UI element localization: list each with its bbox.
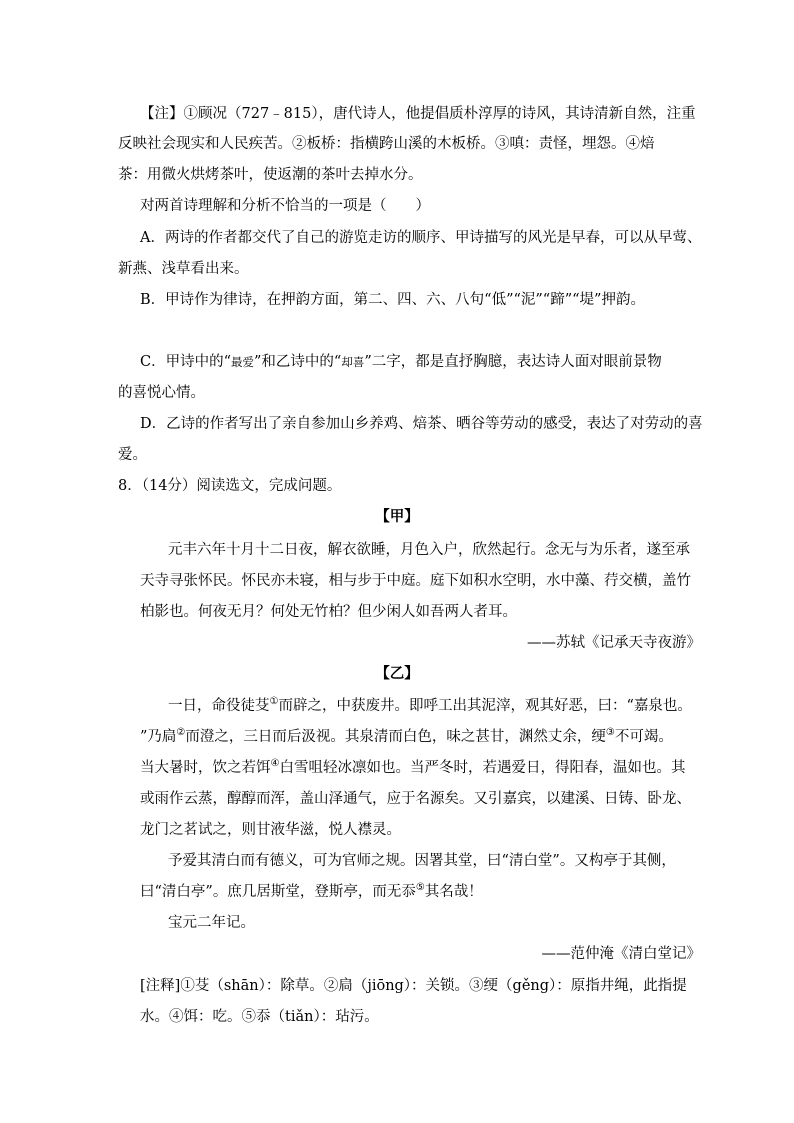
footnote-marker-1: ① bbox=[269, 696, 279, 708]
passage-yi-line-8: 宝元二年记。 bbox=[168, 915, 255, 931]
passage-yi-text: 当大暑时，饮之若饵 bbox=[140, 760, 271, 776]
passage-yi-text: 而辟之，中获废井。即呼工出其泥滓，观其好恶，曰：“嘉泉也。 bbox=[278, 698, 692, 714]
footnote-marker-5: ⑤ bbox=[415, 882, 425, 894]
question-7-stem: 对两首诗理解和分析不恰当的一项是（ ） bbox=[140, 198, 430, 214]
annotation-line-1: [注释]①芟（shān）：除草。②扃（jiōng）：关锁。③绠（gěng）：原指井绳，此指提 bbox=[140, 978, 687, 994]
footnote-marker-4: ④ bbox=[270, 758, 280, 770]
annotation-line-2: 水。④饵：吃。⑤忝（tiǎn）：玷污。 bbox=[140, 1009, 379, 1025]
passage-yi-line-6: 予爱其清白而有德义，可为官师之规。因署其堂，曰“清白堂”。又构亭于其侧， bbox=[168, 853, 676, 869]
option-d-line-2: 爱。 bbox=[118, 447, 147, 463]
option-d-line-1: D．乙诗的作者写出了亲自参加山乡养鸡、焙茶、晒谷等劳动的感受，表达了对劳动的喜 bbox=[140, 416, 703, 432]
passage-yi-text: 其名哉！ bbox=[424, 884, 483, 900]
note-line-2: 反映社会现实和人民疾苦。②板桥：指横跨山溪的木板桥。③嗔：责怪，埋怨。④焙 bbox=[118, 136, 655, 152]
passage-yi-line-5: 龙门之茗试之，则甘液华滋，悦人襟灵。 bbox=[140, 822, 401, 838]
passage-yi-text: 一日，命役徒芟 bbox=[168, 698, 270, 714]
option-c-quote-2: 却喜 bbox=[341, 355, 365, 369]
passage-yi-text: 而澄之，三日而后汲视。其泉清而白色，味之甚甘，渊然丈余，绠 bbox=[185, 729, 606, 745]
note-line-3: 茶：用微火烘烤茶叶，使返潮的茶叶去掉水分。 bbox=[118, 167, 423, 183]
option-c-text-1: C．甲诗中的“ bbox=[140, 354, 232, 370]
passage-jia-source: ——苏轼《记承天寺夜游》 bbox=[527, 635, 701, 651]
option-a-line-2: 新燕、浅草看出来。 bbox=[118, 261, 249, 277]
passage-yi-line-2 bbox=[140, 727, 673, 747]
passage-yi-text: 不可竭。 bbox=[614, 729, 673, 745]
passage-jia-line-2: 天寺寻张怀民。怀民亦未寝，相与步于中庭。庭下如积水空明，水中藻、荇交横，盖竹 bbox=[140, 573, 691, 589]
passage-yi-line-1 bbox=[168, 696, 692, 716]
option-c-line-1 bbox=[140, 352, 662, 372]
footnote-marker-3: ③ bbox=[605, 727, 615, 739]
note-line-1: 【注】①顾况（727﹣815），唐代诗人，他提倡质朴淳厚的诗风，其诗清新自然，注重 bbox=[140, 106, 696, 122]
passage-yi-text: ”乃扃 bbox=[140, 729, 177, 745]
passage-yi-line-4: 或雨作云蒸，醇醇而浑，盖山泽通气，应于名源矣。又引嘉宾，以建溪、日铸、卧龙、 bbox=[140, 791, 691, 807]
option-c-text-2: ”和乙诗中的“ bbox=[254, 354, 342, 370]
footnote-marker-2: ② bbox=[176, 727, 186, 739]
passage-yi-title: 【乙】 bbox=[375, 665, 419, 682]
passage-yi-line-7 bbox=[140, 882, 483, 902]
option-a-line-1: A．两诗的作者都交代了自己的游览走访的顺序、甲诗描写的风光是早春，可以从早莺、 bbox=[140, 230, 702, 246]
passage-yi-text: 曰“清白亭”。庶几居斯堂，登斯亭，而无忝 bbox=[140, 884, 416, 900]
option-b-line-1: B．甲诗作为律诗，在押韵方面，第二、四、六、八句“低”“泥”“蹄”“堤”押韵。 bbox=[140, 292, 645, 308]
option-c-text-3: ”二字，都是直抒胸臆，表达诗人面对眼前景物 bbox=[364, 354, 662, 370]
passage-jia-line-3: 柏影也。何夜无月？何处无竹柏？但少闲人如吾两人者耳。 bbox=[140, 604, 517, 620]
passage-jia-line-1: 元丰六年十月十二日夜，解衣欲睡，月色入户，欣然起行。念无与为乐者，遂至承 bbox=[168, 542, 690, 558]
option-c-line-2: 的喜悦心情。 bbox=[118, 385, 205, 401]
passage-jia-title: 【甲】 bbox=[375, 508, 419, 525]
passage-yi-source: ——范仲淹《清白堂记》 bbox=[541, 946, 701, 962]
passage-yi-text: 白雪咀轻冰凛如也。当严冬时，若遇爱日，得阳春，温如也。其 bbox=[279, 760, 686, 776]
option-c-quote-1: 最爱 bbox=[231, 355, 255, 369]
passage-yi-line-3 bbox=[140, 758, 685, 778]
question-8-stem: 8．（14分）阅读选文，完成问题。 bbox=[118, 478, 342, 494]
